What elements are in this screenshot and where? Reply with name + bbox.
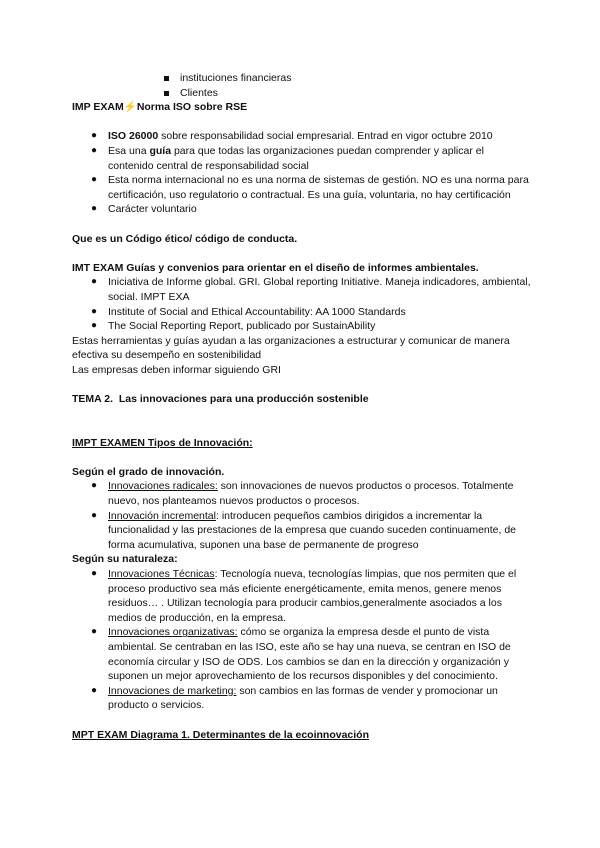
section-heading-tipos: IMPT EXAMEN Tipos de Innovación: bbox=[72, 436, 253, 449]
iso-list bbox=[72, 129, 532, 217]
bullet-icon: ● bbox=[91, 144, 98, 156]
list-item: ● Innovación incremental: introducen pequeños cambios dirigidos a incrementar la funcionalidad y las prestaciones de la empresa que cuando suceden continuamente, de forma acumulativa, suponen una base de permanente de progreso bbox=[91, 509, 517, 551]
document-content bbox=[72, 71, 532, 742]
bullet-icon: ● bbox=[91, 480, 98, 492]
list-item: ● Esta norma internacional no es una norma de sistemas de gestión. NO es una norma para certificación, uso regulatorio o contractual. Es una guía, voluntaria, no hay certificación bbox=[91, 174, 529, 201]
bullet-icon: ● bbox=[91, 305, 98, 317]
subheading-grado: Según el grado de innovación. bbox=[72, 465, 225, 478]
list-item: ● Esa una guía para que todas las organizaciones puedan comprender y aplicar el contenido central de responsabilidad social bbox=[91, 144, 484, 172]
bullet-icon: ● bbox=[91, 320, 98, 332]
bullet-icon: ● bbox=[91, 568, 98, 579]
paragraph: Estas herramientas y guías ayudan a las organizaciones a estructurar y comunicar de manera efectiva su desempeño en sostenibilidad bbox=[72, 334, 510, 362]
list-item: ● Iniciativa de Informe global. GRI. Global reporting Initiative. Maneja indicadores, ambiental, social. IMPT EXA bbox=[91, 276, 531, 303]
section-heading-diagrama: MPT EXAM Diagrama 1. Determinantes de la ecoinnovación bbox=[72, 728, 369, 741]
guias-list bbox=[72, 275, 532, 333]
list-item: ● ISO 26000 sobre responsabilidad social empresarial. Entrad en vigor octubre 2010 bbox=[91, 130, 493, 143]
bullet-icon: ● bbox=[91, 130, 98, 142]
lightning-icon: ⚡ bbox=[123, 101, 137, 114]
list-item: ● Innovaciones organizativas: cómo se organiza la empresa desde el punto de vista ambiental. Se centraban en las ISO, este año se hay una nueva, se centran en ISO de economía circular y ISO de ODS. Los cambios se dan en la dirección y organización y suponen un mejor aprovechamiento de los recursos disponibles y del conocimiento. bbox=[91, 626, 511, 683]
square-bullet-icon bbox=[164, 91, 169, 96]
top-sublist bbox=[72, 71, 532, 100]
bullet-icon: ● bbox=[91, 684, 98, 696]
square-bullet-icon bbox=[164, 76, 169, 81]
bullet-icon: ● bbox=[91, 509, 98, 521]
list-item: ● Innovaciones Técnicas: Tecnología nueva, tecnologías limpias, que nos permiten que el proceso productivo sea más eficiente energéticamente, emita menos, genere menos residuos… . Utilizan tecnología para producir cambios,generalmente asociados a los medios de producción, en la empresa. bbox=[91, 568, 517, 624]
bullet-icon: ● bbox=[91, 276, 98, 288]
list-item: ● The Social Reporting Report, publicado por SustainAbility bbox=[91, 320, 376, 333]
section-heading-iso: IMP EXAM⚡Norma ISO sobre RSE bbox=[72, 101, 248, 114]
paragraph: Las empresas deben informar siguiendo GRI bbox=[72, 363, 281, 376]
list-item: ● Institute of Social and Ethical Accountability: AA 1000 Standards bbox=[91, 305, 406, 318]
list-item: ● Carácter voluntario bbox=[91, 203, 197, 216]
list-item: instituciones financieras bbox=[72, 71, 532, 86]
section-heading-guias: IMT EXAM Guías y convenios para orientar en el diseño de informes ambientales. bbox=[72, 261, 479, 274]
topic-title: TEMA 2. Las innovaciones para una producción sostenible bbox=[72, 393, 369, 406]
grado-list bbox=[72, 479, 532, 552]
subheading-naturaleza: Según su naturaleza: bbox=[72, 553, 178, 566]
list-item: Clientes bbox=[72, 86, 532, 101]
list-item: ● Innovaciones radicales: son innovaciones de nuevos productos o procesos. Totalmente nuevo, nos planteamos nuevos productos o procesos. bbox=[91, 480, 514, 508]
naturaleza-list bbox=[72, 567, 532, 713]
section-heading-codigo: Que es un Código ético/ código de conducta. bbox=[72, 232, 298, 245]
bullet-icon: ● bbox=[91, 174, 98, 186]
list-item: ● Innovaciones de marketing: son cambios en las formas de vender y promocionar un producto o servicios. bbox=[91, 684, 498, 712]
bullet-icon: ● bbox=[91, 626, 98, 638]
bullet-icon: ● bbox=[91, 203, 98, 215]
